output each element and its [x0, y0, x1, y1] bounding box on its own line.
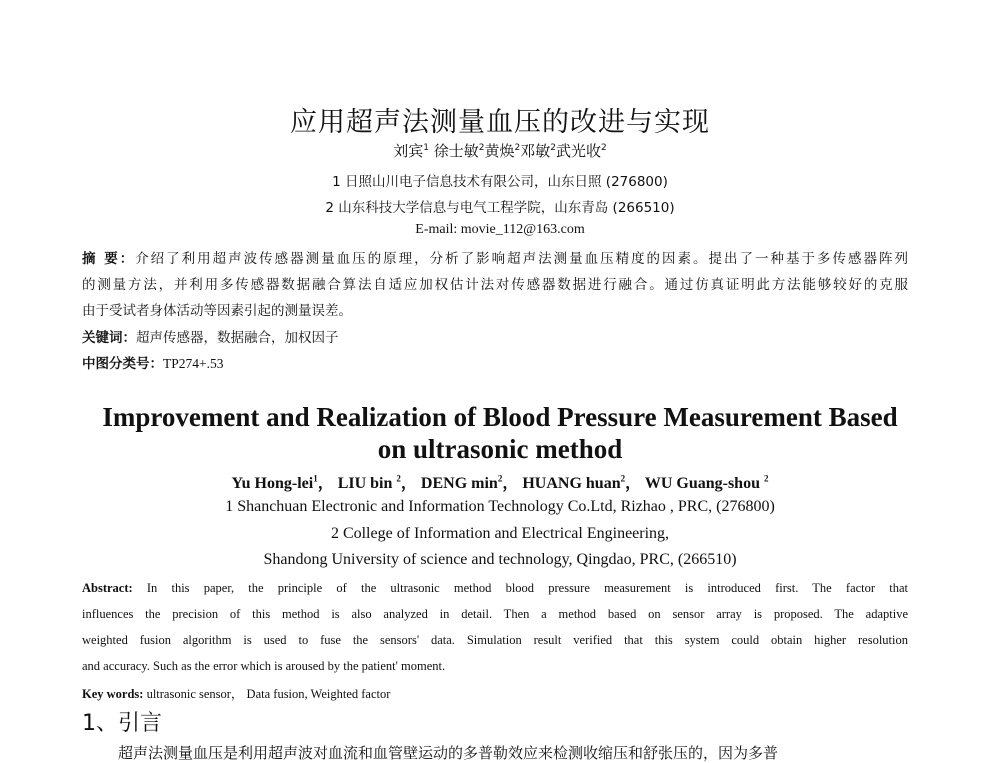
author-affil-mark: 2 — [550, 143, 557, 153]
author: LIU bin — [337, 475, 393, 492]
english-abstract-line: weighted fusion algorithm is used to fuse the sensors' data. Simulation result verified that this system could obtain higher resolution — [82, 633, 908, 647]
chinese-authors — [0, 140, 1000, 161]
english-title-line-2: on ultrasonic method — [377, 434, 623, 464]
section-heading-introduction: 1、引言 — [82, 711, 162, 736]
keywords-label: Key words: — [82, 687, 144, 701]
author-affil-mark: 2 — [620, 473, 626, 484]
english-abstract-line: and accuracy. Such as the error which is aroused by the patient' moment. — [82, 659, 446, 673]
classification-value: TP274+.53 — [163, 356, 224, 371]
author: WU Guang-shou — [644, 475, 760, 492]
author-affil-mark: 2 — [601, 143, 607, 153]
chinese-title: 应用超声法测量血压的改进与实现 — [290, 107, 710, 138]
chinese-affiliation-2: 2 山东科技大学信息与电气工程学院，山东青岛 (266510) — [325, 200, 675, 216]
abstract-text: 介绍了利用超声波传感器测量血压的原理，分析了影响超声法测量血压精度的因素。提出了一种基于多传感器阵列 — [135, 251, 908, 267]
author-affil-mark: 2 — [396, 473, 401, 484]
keywords-text: ultrasonic sensor， Data fusion, Weighted factor — [146, 687, 391, 701]
author-affil-mark: 2 — [497, 473, 503, 484]
english-affiliation-3: Shandong University of science and technology, Qingdao, PRC, (266510) — [263, 551, 737, 568]
chinese-abstract-line — [82, 247, 908, 267]
body-paragraph: 超声法测量血压是利用超声波对血流和血管壁运动的多普勒效应来检测收缩压和舒张压的，因为多普 — [118, 744, 779, 762]
chinese-keywords — [82, 326, 908, 346]
author: 黄焕 — [484, 142, 515, 160]
author: HUANG huan — [522, 475, 621, 492]
author: Yu Hong-lei — [231, 475, 314, 492]
keywords-text: 超声传感器，数据融合，加权因子 — [136, 330, 339, 346]
keywords-label: 关键词： — [82, 330, 136, 346]
abstract-label: Abstract: — [82, 581, 133, 595]
english-abstract-line — [82, 581, 908, 596]
chinese-abstract-line: 由于受试者身体活动等因素引起的测量误差。 — [82, 303, 352, 319]
english-abstract-line: influences the precision of this method is also analyzed in detail. Then a method based on sensor array is proposed. The adaptive — [82, 607, 908, 621]
english-affiliation-2: 2 College of Information and Electrical Engineering, — [330, 525, 670, 542]
author: 徐士敏 — [433, 142, 479, 160]
email: E-mail: movie_112@163.com — [415, 222, 585, 237]
author-affil-mark: 2 — [514, 143, 521, 153]
english-affiliation-1: 1 Shanchuan Electronic and Information Technology Co.Ltd, Rizhao , PRC, (276800) — [225, 498, 775, 515]
author: 邓敏 — [520, 142, 551, 160]
abstract-label: 摘 要： — [82, 251, 136, 267]
english-title-line-1: Improvement and Realization of Blood Pressure Measurement Based — [102, 402, 898, 432]
author: 武光收 — [556, 142, 602, 160]
chinese-abstract-line: 的测量方法，并利用多传感器数据融合算法自适应加权估计法对传感器数据进行融合。通过仿真证明此方法能够较好的克服 — [82, 277, 908, 293]
english-authors: Yu Hong-lei$^1$， LIU bin $^2$， DENG $\min^2$， HUANG huan$^2$， WU Guang-shou $^2$ — [231, 473, 769, 492]
author-affil-mark: 2 — [478, 143, 485, 153]
chinese-affiliation-1: 1 日照山川电子信息技术有限公司，山东日照 (276800) — [332, 174, 668, 190]
classification-number — [82, 352, 908, 372]
author: 刘宾 — [393, 142, 424, 160]
author: DENG min — [420, 475, 498, 492]
author-affil-mark: 2 — [763, 473, 769, 484]
classification-label: 中图分类号： — [82, 356, 163, 372]
abstract-text: In this paper, the principle of the ultrasonic method blood pressure measurement is introduced first. The factor that — [146, 581, 908, 595]
author-affil-mark: 1 — [313, 473, 318, 484]
author-affil-mark: 1 — [423, 143, 429, 153]
english-keywords — [82, 684, 908, 702]
